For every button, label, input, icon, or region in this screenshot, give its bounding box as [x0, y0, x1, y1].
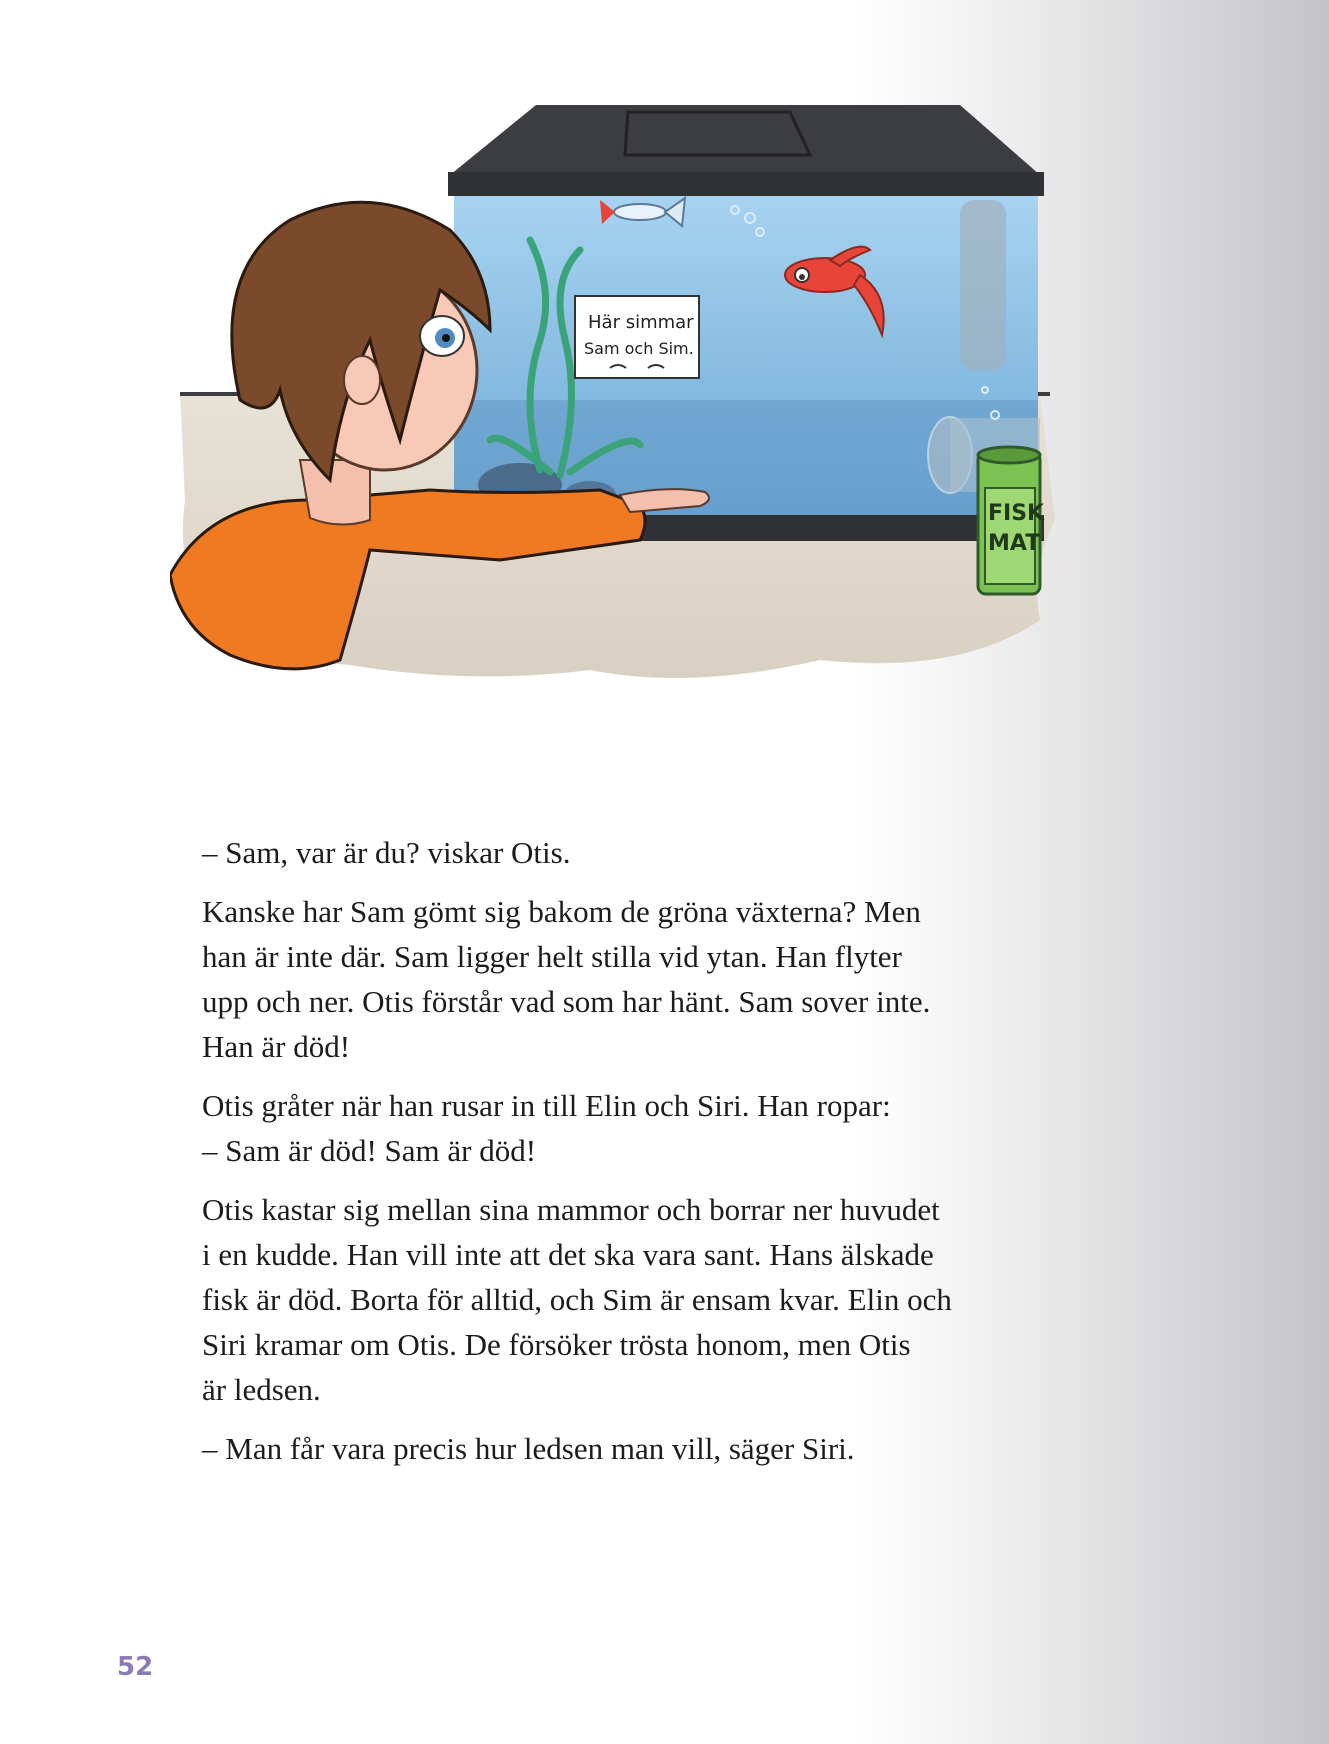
text-line: – Sam, var är du? viskar Otis. — [202, 835, 571, 870]
aquarium-illustration — [170, 100, 1190, 760]
paragraph-5 — [202, 1426, 1062, 1471]
page-number: 52 — [117, 1652, 154, 1682]
text-line: Otis gråter när han rusar in till Elin och Siri. Han ropar: — [202, 1088, 891, 1123]
paragraph-1 — [202, 830, 1062, 875]
text-line: Kanske har Sam gömt sig bakom de gröna växterna? Men — [202, 894, 921, 929]
paragraph-4 — [202, 1187, 1062, 1412]
text-line: upp och ner. Otis förstår vad som har hänt. Sam sover inte. — [202, 984, 931, 1019]
sign-line-2: Sam och Sim. — [584, 339, 694, 358]
text-line: Siri kramar om Otis. De försöker trösta honom, men Otis — [202, 1327, 911, 1362]
text-line: i en kudde. Han vill inte att det ska vara sant. Hans älskade — [202, 1237, 934, 1272]
food-can-line-2: MAT — [988, 531, 1041, 556]
text-line: – Man får vara precis hur ledsen man vill, säger Siri. — [202, 1431, 855, 1466]
paragraph-2 — [202, 889, 1062, 1069]
text-line: han är inte där. Sam ligger helt stilla vid ytan. Han flyter — [202, 939, 902, 974]
paragraph-3 — [202, 1083, 1062, 1173]
text-line: är ledsen. — [202, 1372, 321, 1407]
sign-line-1: Här simmar — [588, 312, 694, 333]
text-line: – Sam är död! Sam är död! — [202, 1133, 537, 1168]
aquarium — [448, 105, 1044, 541]
text-line: fisk är död. Borta för alltid, och Sim är ensam kvar. Elin och — [202, 1282, 952, 1317]
food-can-line-1: FISK — [988, 501, 1045, 526]
text-line: Han är död! — [202, 1029, 351, 1064]
fish-food-can — [978, 447, 1045, 594]
text-line: Otis kastar sig mellan sina mammor och borrar ner huvudet — [202, 1192, 940, 1227]
aquarium-sign — [575, 296, 699, 378]
story-text — [202, 830, 1062, 1485]
